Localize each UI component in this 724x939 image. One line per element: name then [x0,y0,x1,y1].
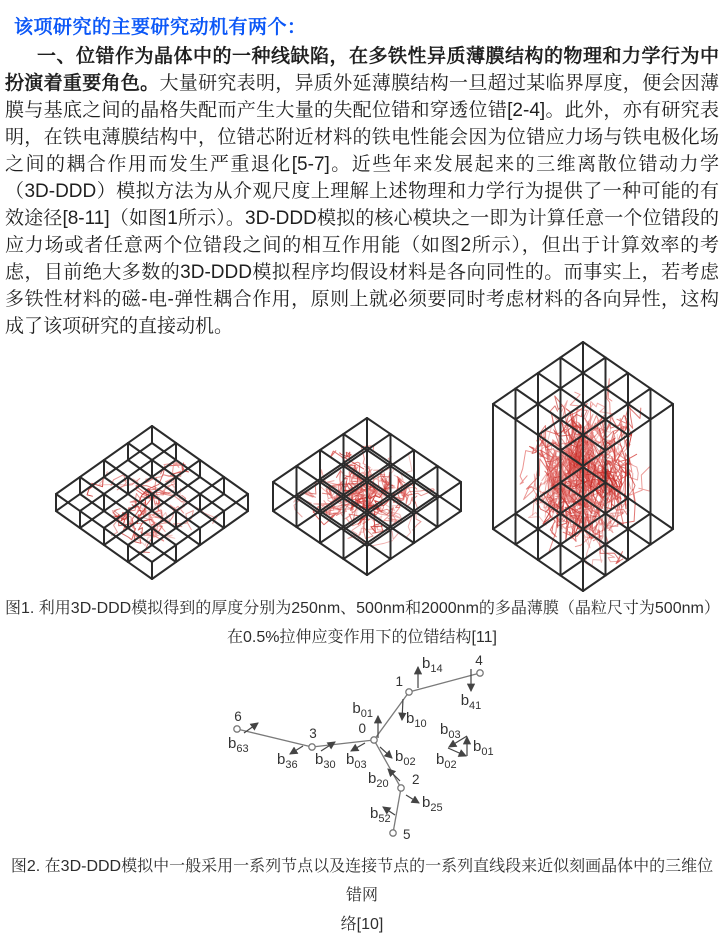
svg-text:b52: $b_{52}$ [370,805,391,825]
svg-text:b03: $b_{03}$ [440,721,461,741]
paragraph-bold-lead: 一、位错作为晶体中的一种线缺陷，在多铁性异质薄膜结构的物理和力学行为中扮演着重要角色。 [5,46,719,94]
figure1-caption-line1: 图1. 利用3D-DDD模拟得到的厚度分别为250nm、500nm和2000nm的多晶薄膜（晶粒尺寸为500nm） [5,600,720,617]
wireframe-box-film-500nm [273,418,461,575]
burgers-vector-labels [228,655,481,825]
svg-text:b02: $b_{02}$ [436,751,457,771]
legend-labels [436,721,494,771]
figure1-wireframe-films-image [5,340,724,592]
svg-text:b25: $b_{25}$ [422,794,443,814]
svg-text:b20: $b_{20}$ [368,770,389,790]
page-title: 该项研究的主要研究动机有两个： [14,17,307,38]
node-5 [390,830,396,836]
svg-text:4: 4 [475,654,483,668]
figure2-caption-line1: 图2. 在3D-DDD模拟中一般采用一系列节点以及连接节点的一系列直线段来近似刻画晶体中的三维位错网 [10,858,714,904]
svg-text:b63: $b_{63}$ [228,735,249,755]
figure1-polycrystal-films [5,340,719,652]
svg-text:b36: $b_{36}$ [277,751,298,771]
figure2-node-segment-diagram-image [202,654,522,846]
svg-text:0: 0 [358,721,366,736]
svg-text:b10: $b_{10}$ [406,710,427,730]
svg-text:b01: $b_{01}$ [352,700,373,720]
svg-text:b02: $b_{02}$ [395,748,416,768]
svg-text:b14: $b_{14}$ [422,655,443,675]
svg-text:1: 1 [395,674,403,689]
figure2-caption-line2: 络[10] [340,916,384,933]
node-0 [371,737,377,743]
svg-text:5: 5 [403,827,411,842]
node-2 [398,785,404,791]
figure2-dislocation-network [5,654,719,939]
node-1 [406,689,412,695]
svg-text:b41: $b_{41}$ [460,692,482,712]
svg-text:6: 6 [234,709,242,724]
figure1-caption-line2: 在0.5%拉伸应变作用下的位错结构[11] [227,629,497,646]
svg-text:2: 2 [412,772,420,787]
wireframe-box-film-2000nm [493,342,673,591]
node-6 [234,726,240,732]
svg-text:b01: $b_{01}$ [473,738,494,758]
body-paragraph [5,43,719,340]
node-4 [477,670,483,676]
node-3 [309,744,315,750]
svg-text:b30: $b_{30}$ [315,751,336,771]
wireframe-box-film-250nm [56,426,248,579]
svg-text:3: 3 [309,726,317,741]
figure1-caption [5,594,719,652]
svg-text:b03: $b_{03}$ [346,751,367,771]
figure2-caption [5,852,719,939]
dislocation-nodes [234,670,483,836]
burgers-vector-arrows [244,667,471,815]
paragraph-body-text: 大量研究表明，异质外延薄膜结构一旦超过某临界厚度，便会因薄膜与基底之间的晶格失配而产生大量的失配位错和穿透位错[2-4]。此外，亦有研究表明，在铁电薄膜结构中，位错芯附近材料的铁电性能会因为位错应力场与铁电极化场之间的耦合作用而发生严重退化[5-7]。近些年来发展起来的三维离散位错动力学（3D-DDD）模拟方法为从介观尺度上理解上述物理和力学行为提供了一种可能的有效途径[8-11]（如图1所示）。3D-DDD模拟的核心模块之一即为计算任意一个位错段的应力场或者任意两个位错段之间的相互作用能（如图2所示），但出于计算效率的考虑，目前绝大多数的3D-DDD模拟程序均假设材料是各向同性的。而事实上，若考虑多铁性材料的磁-电-弹性耦合作用，原则上就必须要同时考虑材料的各向异性，这构成了该项研究的直接动机。 [5,73,719,337]
